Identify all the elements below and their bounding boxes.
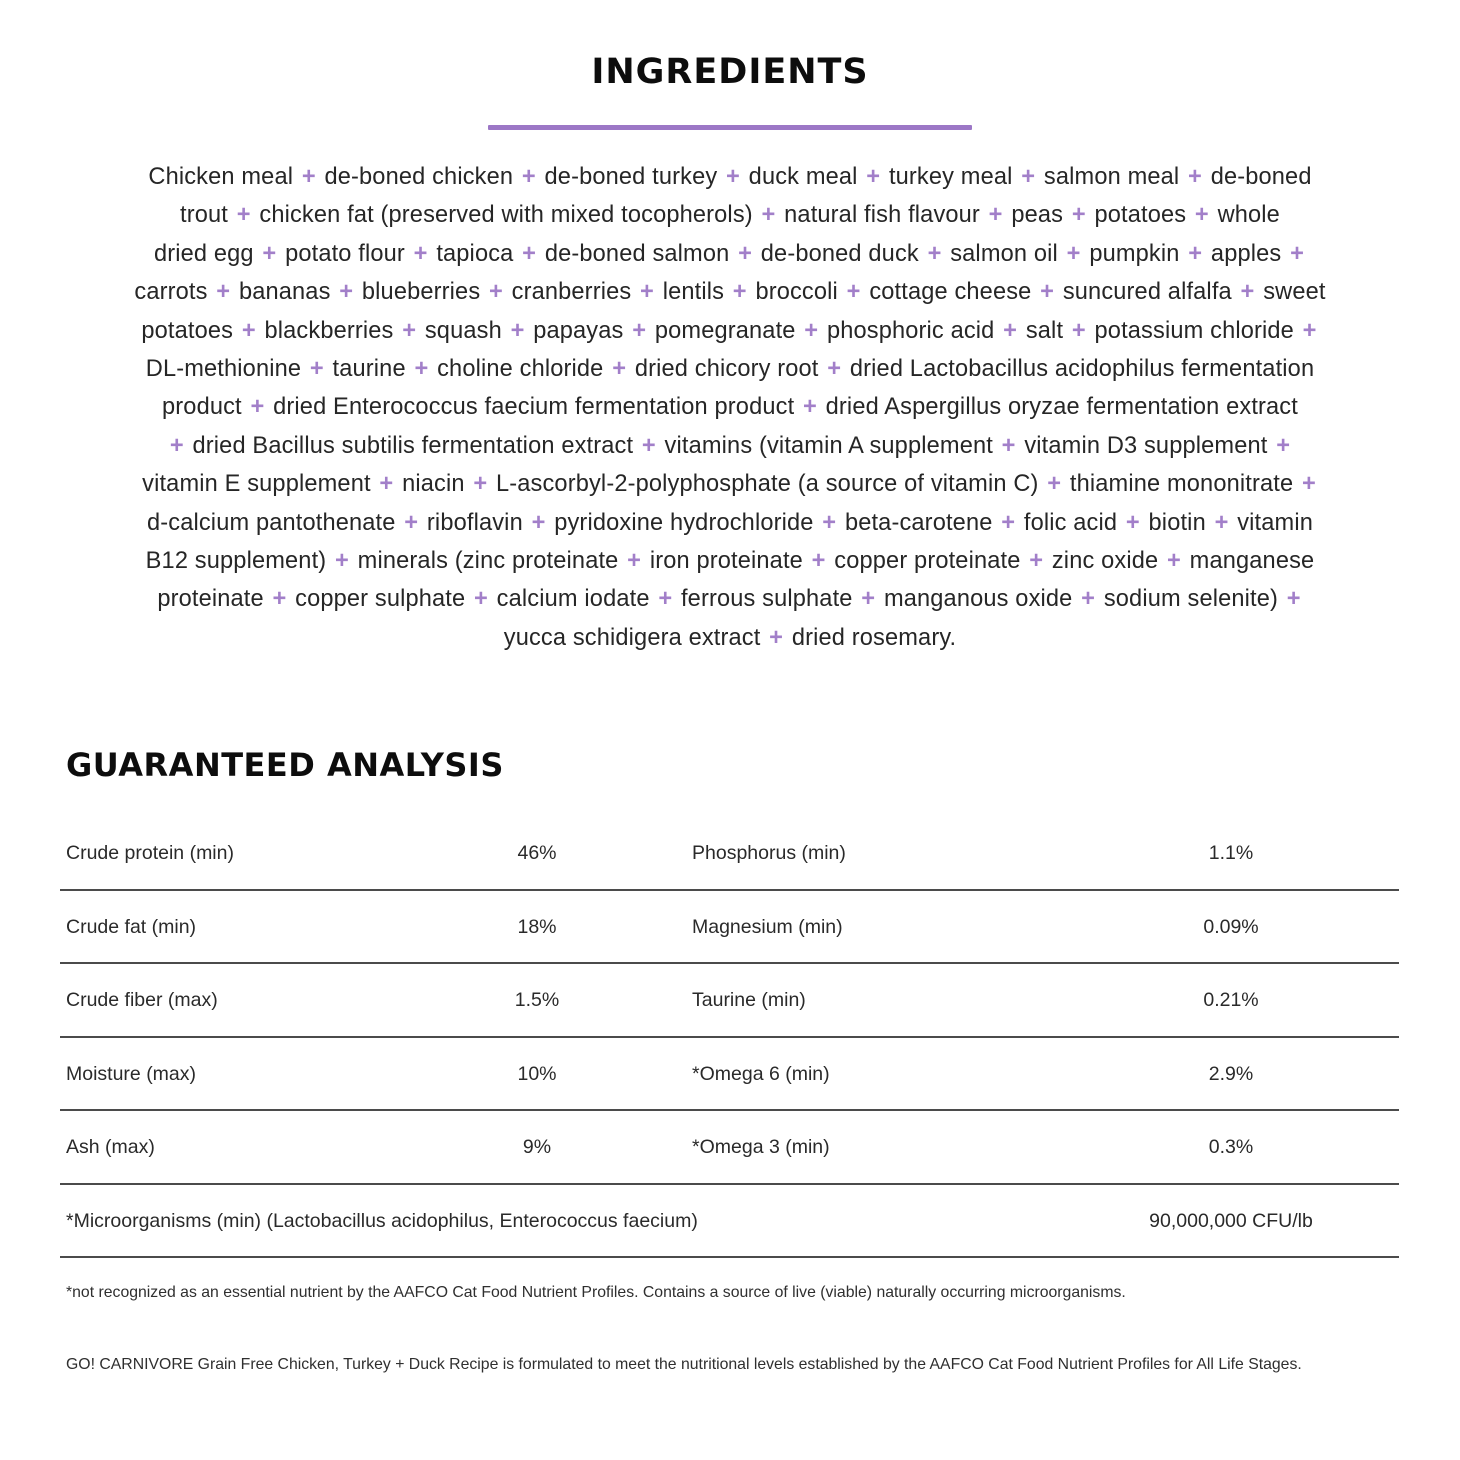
plus-separator-icon: + bbox=[1047, 471, 1062, 498]
ingredients-line bbox=[40, 465, 1420, 503]
nutrient-value: 1.5% bbox=[514, 989, 560, 1011]
nutrient-value: 90,000,000 CFU/lb bbox=[1149, 1209, 1313, 1232]
ingredient-item: potatoes bbox=[141, 317, 234, 344]
ingredient-item: choline chloride bbox=[437, 356, 604, 383]
ingredient-item: carrots bbox=[134, 279, 208, 306]
plus-separator-icon: + bbox=[262, 240, 277, 267]
plus-separator-icon: + bbox=[761, 202, 776, 229]
ingredient-item: dried Bacillus subtilis fermentation extract bbox=[192, 432, 634, 459]
ingredient-item: manganous oxide bbox=[883, 586, 1073, 613]
ingredient-item: blackberries bbox=[264, 317, 394, 344]
nutrient-value: 9% bbox=[522, 1136, 552, 1158]
plus-separator-icon: + bbox=[866, 164, 881, 190]
ingredient-item: salmon oil bbox=[950, 240, 1058, 267]
plus-separator-icon: + bbox=[1071, 317, 1086, 344]
nutrient-value: 10% bbox=[517, 1062, 557, 1085]
plus-separator-icon: + bbox=[473, 471, 488, 498]
plus-separator-icon: + bbox=[804, 317, 819, 344]
plus-separator-icon: + bbox=[846, 279, 861, 306]
plus-separator-icon: + bbox=[640, 279, 654, 306]
plus-separator-icon: + bbox=[803, 394, 817, 421]
plus-separator-icon: + bbox=[309, 356, 324, 383]
nutrient-value: 1.1% bbox=[1208, 842, 1254, 864]
nutrient-label: Moisture (max) bbox=[66, 1062, 197, 1085]
ingredient-item: vitamin E supplement bbox=[142, 471, 371, 498]
heading-underline-divider bbox=[488, 125, 972, 130]
ingredient-item: de-boned turkey bbox=[544, 164, 718, 190]
ingredient-item: thiamine mononitrate bbox=[1069, 471, 1294, 498]
plus-separator-icon: + bbox=[1125, 509, 1140, 536]
ingredient-item: de-boned chicken bbox=[324, 164, 514, 190]
plus-separator-icon: + bbox=[612, 356, 627, 383]
ingredient-item: copper proteinate bbox=[834, 548, 1021, 575]
ingredient-item: dried Enterococcus faecium fermentation product bbox=[273, 394, 795, 421]
ingredient-item: manganese bbox=[1189, 548, 1315, 575]
ingredients-line bbox=[40, 235, 1420, 273]
plus-separator-icon: + bbox=[474, 586, 488, 613]
table-row bbox=[60, 1111, 1399, 1185]
plus-separator-icon: + bbox=[488, 279, 503, 306]
plus-separator-icon: + bbox=[641, 432, 656, 459]
plus-separator-icon: + bbox=[414, 356, 429, 383]
plus-separator-icon: + bbox=[1003, 317, 1018, 344]
ingredients-line bbox=[40, 580, 1420, 618]
plus-separator-icon: + bbox=[216, 279, 231, 306]
plus-separator-icon: + bbox=[1081, 586, 1096, 613]
ingredient-item: pyridoxine hydrochloride bbox=[554, 509, 814, 536]
plus-separator-icon: + bbox=[811, 548, 826, 575]
ingredient-item: vitamin bbox=[1237, 509, 1314, 536]
nutrient-label: Crude fiber (max) bbox=[66, 989, 218, 1011]
plus-separator-icon: + bbox=[241, 317, 256, 344]
plus-separator-icon: + bbox=[1286, 586, 1301, 613]
guaranteed-analysis-table bbox=[60, 817, 1399, 1258]
ingredient-item: pomegranate bbox=[654, 317, 796, 344]
ingredient-item: salmon meal bbox=[1043, 164, 1180, 190]
ingredient-item: product bbox=[162, 394, 242, 421]
ingredient-item: trout bbox=[180, 202, 228, 229]
plus-separator-icon: + bbox=[169, 432, 184, 459]
ingredient-item: riboflavin bbox=[426, 509, 523, 536]
plus-separator-icon: + bbox=[510, 317, 525, 344]
ingredient-item: cottage cheese bbox=[869, 279, 1032, 306]
plus-separator-icon: + bbox=[531, 509, 546, 536]
ingredient-item: salt bbox=[1025, 317, 1064, 344]
ingredient-item: de-boned salmon bbox=[544, 240, 730, 267]
plus-separator-icon: + bbox=[726, 164, 740, 190]
plus-separator-icon: + bbox=[1302, 317, 1317, 344]
ingredients-line bbox=[40, 273, 1420, 311]
nutrient-label: Taurine (min) bbox=[692, 989, 806, 1011]
plus-separator-icon: + bbox=[1290, 240, 1305, 267]
nutrient-label: *Microorganisms (min) (Lactobacillus acidophilus, Enterococcus faecium) bbox=[66, 1209, 698, 1232]
table-row bbox=[60, 1185, 1399, 1259]
table-row bbox=[60, 891, 1399, 965]
ingredient-item: zinc oxide bbox=[1051, 548, 1159, 575]
ingredients-line bbox=[40, 350, 1420, 388]
plus-separator-icon: + bbox=[272, 586, 287, 613]
ingredient-item: cranberries bbox=[511, 279, 632, 306]
ingredient-item: dried Aspergillus oryzae fermentation extract bbox=[825, 394, 1298, 421]
ingredients-line bbox=[40, 542, 1420, 580]
ingredient-item: niacin bbox=[402, 471, 465, 498]
ingredient-item: pumpkin bbox=[1089, 240, 1180, 267]
plus-separator-icon: + bbox=[1167, 548, 1181, 575]
plus-separator-icon: + bbox=[522, 240, 537, 267]
plus-separator-icon: + bbox=[1071, 202, 1086, 229]
ingredient-item: beta-carotene bbox=[844, 509, 993, 536]
ingredient-item: bananas bbox=[238, 279, 331, 306]
ingredient-item: calcium iodate bbox=[496, 586, 650, 613]
ingredient-item: d-calcium pantothenate bbox=[146, 509, 396, 536]
ingredient-item: vitamin D3 supplement bbox=[1024, 432, 1268, 459]
nutrient-label: *Omega 3 (min) bbox=[692, 1136, 830, 1158]
ingredient-item: copper sulphate bbox=[295, 586, 466, 613]
nutrient-value: 0.3% bbox=[1208, 1136, 1254, 1158]
ingredients-line bbox=[40, 619, 1420, 657]
nutrient-value: 0.21% bbox=[1203, 989, 1259, 1011]
ingredient-item: iron proteinate bbox=[649, 548, 803, 575]
nutrient-value: 0.09% bbox=[1203, 915, 1259, 938]
nutrient-label: Magnesium (min) bbox=[692, 915, 843, 938]
plus-separator-icon: + bbox=[927, 240, 942, 267]
ingredient-item: suncured alfalfa bbox=[1062, 279, 1232, 306]
ingredient-item: ferrous sulphate bbox=[680, 586, 853, 613]
ingredient-item: sweet bbox=[1263, 279, 1326, 306]
nutrient-label: Ash (max) bbox=[66, 1136, 155, 1158]
ingredient-item: L-ascorbyl-2-polyphosphate (a source of vitamin C) bbox=[495, 471, 1039, 498]
plus-separator-icon: + bbox=[335, 548, 349, 575]
plus-separator-icon: + bbox=[822, 509, 837, 536]
ingredient-item: broccoli bbox=[755, 279, 838, 306]
plus-separator-icon: + bbox=[339, 279, 354, 306]
ingredient-item: dried egg bbox=[153, 240, 254, 267]
ingredient-item: dried rosemary. bbox=[791, 624, 957, 651]
plus-separator-icon: + bbox=[413, 240, 428, 267]
ingredients-list bbox=[40, 158, 1420, 657]
footnote: *not recognized as an essential nutrient by the AAFCO Cat Food Nutrient Profiles. Contains a source of live (viable) naturally occurring microorganisms. bbox=[66, 1284, 1126, 1301]
ingredient-item: potato flour bbox=[285, 240, 405, 267]
ingredient-item: DL-methionine bbox=[145, 356, 302, 383]
ingredients-line bbox=[40, 388, 1420, 426]
plus-separator-icon: + bbox=[1276, 432, 1291, 459]
ingredient-item: folic acid bbox=[1023, 509, 1118, 536]
ingredient-item: potatoes bbox=[1094, 202, 1187, 229]
ingredient-item: Chicken meal bbox=[148, 164, 294, 190]
ingredient-item: papayas bbox=[533, 317, 624, 344]
plus-separator-icon: + bbox=[769, 624, 784, 651]
ingredient-item: dried Lactobacillus acidophilus fermentation bbox=[849, 356, 1315, 383]
plus-separator-icon: + bbox=[988, 202, 1003, 229]
plus-separator-icon: + bbox=[402, 317, 417, 344]
nutrient-value: 18% bbox=[517, 915, 557, 938]
nutrient-label: Crude protein (min) bbox=[66, 842, 234, 864]
ingredient-item: chicken fat (preserved with mixed tocopherols) bbox=[259, 202, 753, 229]
ingredient-item: phosphoric acid bbox=[826, 317, 995, 344]
table-row bbox=[60, 817, 1399, 891]
ingredient-item: de-boned duck bbox=[760, 240, 919, 267]
plus-separator-icon: + bbox=[1188, 164, 1202, 190]
plus-separator-icon: + bbox=[1066, 240, 1081, 267]
ingredient-item: potassium chloride bbox=[1094, 317, 1294, 344]
aafco-statement: GO! CARNIVORE Grain Free Chicken, Turkey + Duck Recipe is formulated to meet the nutritional levels established by the AAFCO Cat Food Nutrient Profiles for All Life Stages. bbox=[66, 1356, 1302, 1373]
ingredient-item: minerals (zinc proteinate bbox=[357, 548, 619, 575]
ingredient-item: duck meal bbox=[748, 164, 858, 190]
ingredient-item: blueberries bbox=[361, 279, 481, 306]
plus-separator-icon: + bbox=[236, 202, 251, 229]
ingredient-item: yucca schidigera extract bbox=[503, 624, 761, 651]
nutrient-value: 46% bbox=[517, 842, 557, 864]
ingredients-line bbox=[40, 158, 1420, 196]
guaranteed-analysis-heading: GUARANTEED ANALYSIS bbox=[66, 746, 504, 784]
table-row bbox=[60, 1038, 1399, 1112]
ingredient-item: B12 supplement) bbox=[145, 548, 327, 575]
ingredient-item: tapioca bbox=[436, 240, 514, 267]
plus-separator-icon: + bbox=[738, 240, 753, 267]
ingredients-line bbox=[40, 427, 1420, 465]
plus-separator-icon: + bbox=[1040, 279, 1055, 306]
ingredient-item: de-boned bbox=[1210, 164, 1312, 190]
plus-separator-icon: + bbox=[1001, 509, 1016, 536]
plus-separator-icon: + bbox=[732, 279, 747, 306]
plus-separator-icon: + bbox=[827, 356, 842, 383]
nutrient-label: *Omega 6 (min) bbox=[692, 1062, 830, 1085]
ingredient-item: peas bbox=[1011, 202, 1064, 229]
ingredient-item: lentils bbox=[662, 279, 725, 306]
ingredients-line bbox=[40, 312, 1420, 350]
ingredient-item: sodium selenite) bbox=[1103, 586, 1279, 613]
plus-separator-icon: + bbox=[1301, 471, 1316, 498]
plus-separator-icon: + bbox=[301, 164, 316, 190]
plus-separator-icon: + bbox=[1214, 509, 1229, 536]
plus-separator-icon: + bbox=[1194, 202, 1209, 229]
ingredients-heading: INGREDIENTS bbox=[591, 52, 869, 92]
ingredient-item: apples bbox=[1210, 240, 1282, 267]
plus-separator-icon: + bbox=[1021, 164, 1036, 190]
plus-separator-icon: + bbox=[658, 586, 673, 613]
plus-separator-icon: + bbox=[250, 394, 265, 421]
plus-separator-icon: + bbox=[1001, 432, 1016, 459]
nutrient-label: Phosphorus (min) bbox=[692, 842, 846, 864]
ingredient-item: whole bbox=[1217, 202, 1280, 229]
plus-separator-icon: + bbox=[627, 548, 642, 575]
plus-separator-icon: + bbox=[1188, 240, 1203, 267]
plus-separator-icon: + bbox=[1029, 548, 1044, 575]
plus-separator-icon: + bbox=[1240, 279, 1255, 306]
table-row bbox=[60, 964, 1399, 1038]
nutrient-label: Crude fat (min) bbox=[66, 915, 197, 938]
plus-separator-icon: + bbox=[404, 509, 419, 536]
plus-separator-icon: + bbox=[632, 317, 647, 344]
nutrient-value: 2.9% bbox=[1208, 1062, 1254, 1085]
plus-separator-icon: + bbox=[521, 164, 536, 190]
ingredient-item: taurine bbox=[332, 356, 406, 383]
plus-separator-icon: + bbox=[379, 471, 394, 498]
ingredient-item: squash bbox=[424, 317, 502, 344]
ingredient-item: biotin bbox=[1148, 509, 1206, 536]
ingredient-item: vitamins (vitamin A supplement bbox=[664, 432, 993, 459]
ingredient-item: dried chicory root bbox=[634, 356, 819, 383]
ingredient-item: proteinate bbox=[157, 586, 264, 613]
ingredients-line bbox=[40, 196, 1420, 234]
ingredient-item: turkey meal bbox=[888, 164, 1013, 190]
ingredients-line bbox=[40, 504, 1420, 542]
plus-separator-icon: + bbox=[861, 586, 876, 613]
ingredient-item: natural fish flavour bbox=[784, 202, 980, 229]
